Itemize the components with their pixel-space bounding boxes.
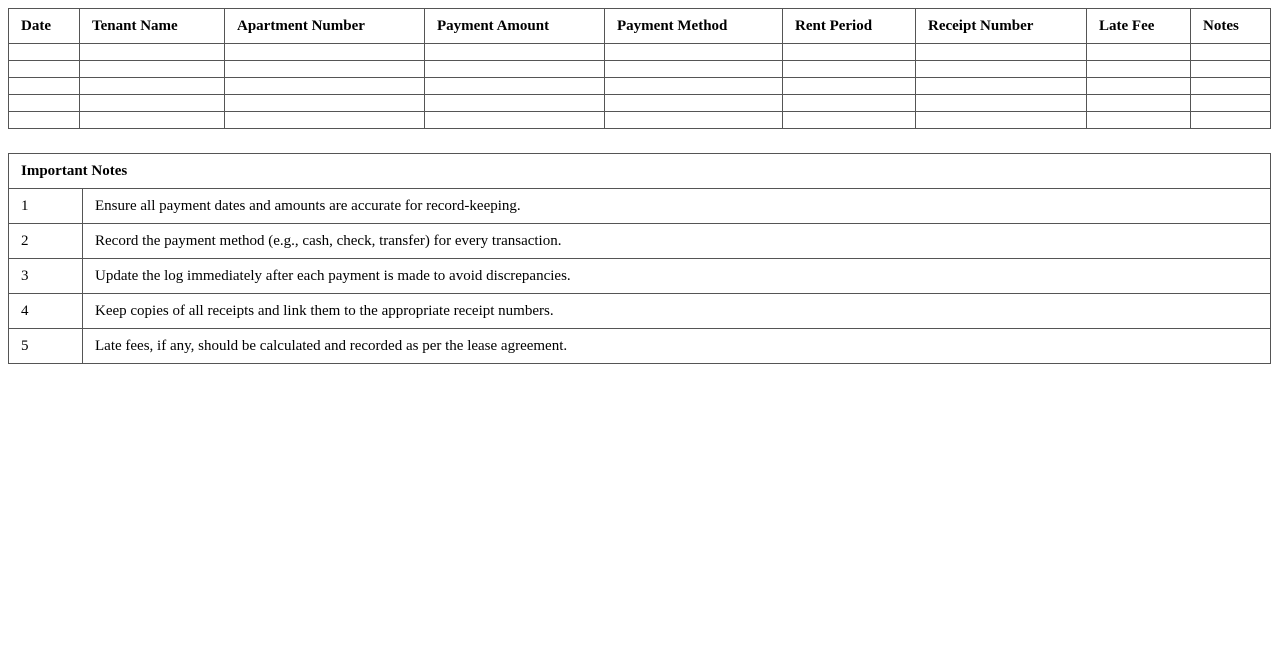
table-cell	[425, 61, 605, 78]
table-cell	[605, 78, 783, 95]
table-cell	[605, 112, 783, 129]
note-row	[9, 294, 1271, 329]
note-text: Record the payment method (e.g., cash, check, transfer) for every transaction.	[83, 224, 1271, 259]
table-header-row	[9, 9, 1271, 44]
table-cell	[605, 44, 783, 61]
table-cell	[425, 78, 605, 95]
table-cell	[9, 78, 80, 95]
note-row	[9, 189, 1271, 224]
column-header-date: Date	[9, 9, 80, 44]
table-cell	[225, 112, 425, 129]
table-cell	[1191, 44, 1271, 61]
note-number: 4	[9, 294, 83, 329]
rent-payment-log-table	[8, 8, 1271, 129]
table-cell	[9, 112, 80, 129]
table-cell	[9, 61, 80, 78]
table-row	[9, 112, 1271, 129]
table-cell	[783, 78, 916, 95]
table-cell	[425, 44, 605, 61]
column-header-notes: Notes	[1191, 9, 1271, 44]
table-cell	[9, 44, 80, 61]
note-text: Late fees, if any, should be calculated and recorded as per the lease agreement.	[83, 329, 1271, 364]
table-cell	[1087, 95, 1191, 112]
table-row	[9, 78, 1271, 95]
table-cell	[783, 44, 916, 61]
note-text: Keep copies of all receipts and link them to the appropriate receipt numbers.	[83, 294, 1271, 329]
table-cell	[1087, 44, 1191, 61]
note-row	[9, 224, 1271, 259]
table-cell	[80, 78, 225, 95]
important-notes-heading: Important Notes	[9, 154, 1271, 189]
table-row	[9, 95, 1271, 112]
column-header-payment-method: Payment Method	[605, 9, 783, 44]
column-header-late-fee: Late Fee	[1087, 9, 1191, 44]
table-cell	[916, 44, 1087, 61]
table-cell	[783, 95, 916, 112]
table-cell	[1191, 61, 1271, 78]
table-cell	[1191, 112, 1271, 129]
table-cell	[783, 61, 916, 78]
table-cell	[916, 95, 1087, 112]
note-number: 2	[9, 224, 83, 259]
table-cell	[605, 61, 783, 78]
note-text: Update the log immediately after each payment is made to avoid discrepancies.	[83, 259, 1271, 294]
table-cell	[605, 95, 783, 112]
table-cell	[916, 112, 1087, 129]
table-cell	[783, 112, 916, 129]
table-cell	[916, 78, 1087, 95]
note-number: 1	[9, 189, 83, 224]
document-body	[8, 8, 1270, 364]
table-cell	[80, 61, 225, 78]
table-cell	[916, 61, 1087, 78]
table-cell	[1087, 61, 1191, 78]
table-cell	[9, 95, 80, 112]
table-cell	[1087, 112, 1191, 129]
table-cell	[225, 95, 425, 112]
important-notes-table	[8, 153, 1271, 364]
table-cell	[225, 78, 425, 95]
table-cell	[1191, 78, 1271, 95]
note-row	[9, 259, 1271, 294]
table-cell	[80, 112, 225, 129]
note-row	[9, 329, 1271, 364]
table-cell	[225, 61, 425, 78]
note-text: Ensure all payment dates and amounts are accurate for record-keeping.	[83, 189, 1271, 224]
note-number: 5	[9, 329, 83, 364]
table-cell	[425, 95, 605, 112]
table-cell	[1087, 78, 1191, 95]
column-header-receipt-number: Receipt Number	[916, 9, 1087, 44]
table-cell	[80, 44, 225, 61]
column-header-rent-period: Rent Period	[783, 9, 916, 44]
notes-header-row	[9, 154, 1271, 189]
column-header-apartment-number: Apartment Number	[225, 9, 425, 44]
table-cell	[80, 95, 225, 112]
table-row	[9, 44, 1271, 61]
table-row	[9, 61, 1271, 78]
column-header-payment-amount: Payment Amount	[425, 9, 605, 44]
table-cell	[1191, 95, 1271, 112]
table-cell	[225, 44, 425, 61]
column-header-tenant-name: Tenant Name	[80, 9, 225, 44]
table-cell	[425, 112, 605, 129]
note-number: 3	[9, 259, 83, 294]
